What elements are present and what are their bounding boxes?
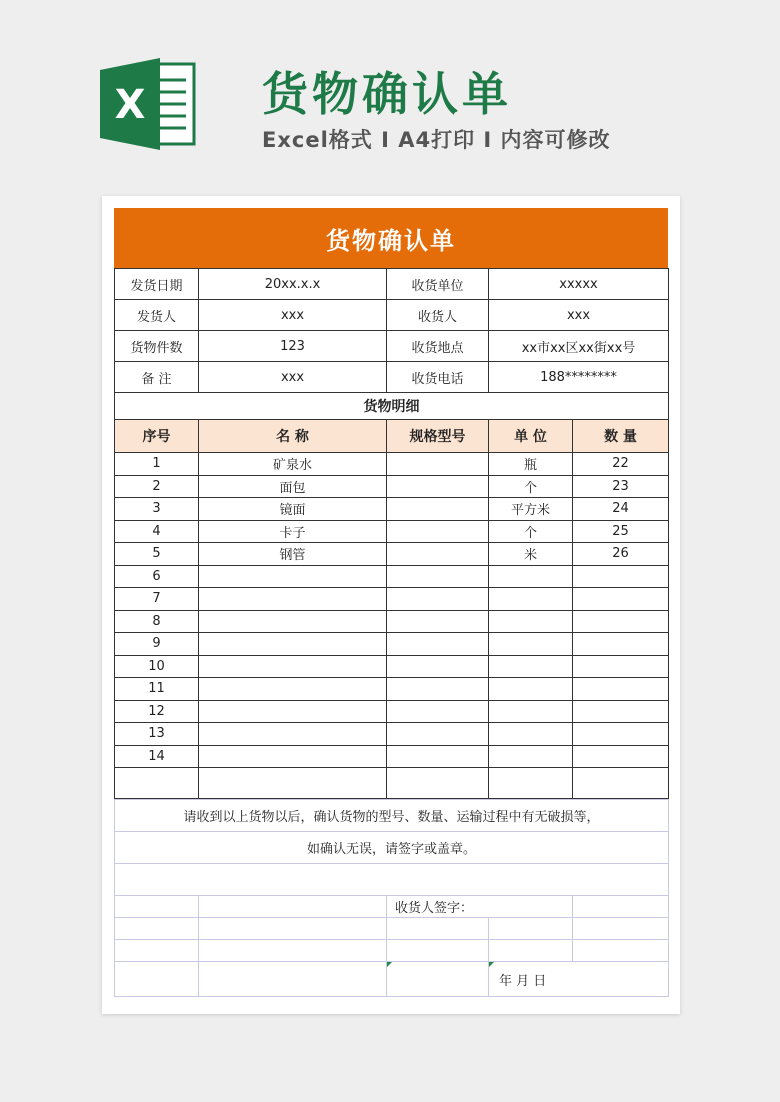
cell-no: 8: [115, 610, 199, 633]
cell-name[interactable]: 钢管: [199, 543, 387, 566]
info-value[interactable]: 20xx.x.x: [199, 269, 387, 300]
cell-name[interactable]: [199, 768, 387, 799]
cell-spec[interactable]: [387, 633, 489, 656]
column-header-spec: 规格型号: [387, 420, 489, 453]
cell-no: 12: [115, 700, 199, 723]
blank-cell: [199, 962, 387, 997]
table-row: [115, 453, 669, 476]
info-label: 货物件数: [115, 331, 199, 362]
cell-unit[interactable]: [489, 700, 573, 723]
info-label: 收货人: [387, 300, 489, 331]
table-row: [115, 700, 669, 723]
info-table: [114, 268, 669, 799]
cell-unit[interactable]: 米: [489, 543, 573, 566]
cell-name[interactable]: [199, 565, 387, 588]
cell-spec[interactable]: [387, 453, 489, 476]
column-header-qty: 数 量: [573, 420, 669, 453]
cell-spec[interactable]: [387, 475, 489, 498]
table-row: [115, 565, 669, 588]
cell-qty[interactable]: [573, 745, 669, 768]
info-label: 发货人: [115, 300, 199, 331]
cell-unit[interactable]: [489, 565, 573, 588]
footer-table: [114, 799, 669, 997]
cell-spec[interactable]: [387, 723, 489, 746]
column-header-no: 序号: [115, 420, 199, 453]
cell-qty[interactable]: [573, 610, 669, 633]
blank-cell: [115, 918, 199, 940]
cell-spec[interactable]: [387, 520, 489, 543]
info-row: [115, 362, 669, 393]
blank-cell: [573, 918, 669, 940]
blank-cell: [115, 940, 199, 962]
detail-title: 货物明细: [115, 393, 669, 420]
cell-spec[interactable]: [387, 588, 489, 611]
table-row: [115, 520, 669, 543]
blank-cell: [573, 940, 669, 962]
info-label: 发货日期: [115, 269, 199, 300]
info-value[interactable]: xxx: [489, 300, 669, 331]
info-row: [115, 331, 669, 362]
logo-letter: X: [114, 82, 146, 128]
cell-unit[interactable]: [489, 678, 573, 701]
table-row: [115, 768, 669, 799]
info-label: 收货电话: [387, 362, 489, 393]
cell-no: 3: [115, 498, 199, 521]
blank-cell: [199, 918, 387, 940]
cell-name[interactable]: [199, 610, 387, 633]
cell-name[interactable]: 镜面: [199, 498, 387, 521]
signature-label: 收货人签字：: [387, 896, 573, 918]
blank-cell: [199, 940, 387, 962]
table-row: [115, 678, 669, 701]
cell-name[interactable]: [199, 655, 387, 678]
cell-unit[interactable]: [489, 655, 573, 678]
table-row: [115, 633, 669, 656]
info-value[interactable]: 188********: [489, 362, 669, 393]
table-row: [115, 610, 669, 633]
cell-unit[interactable]: [489, 768, 573, 799]
info-label: 收货单位: [387, 269, 489, 300]
cell-name[interactable]: [199, 588, 387, 611]
cell-unit[interactable]: 平方米: [489, 498, 573, 521]
signature-field[interactable]: [387, 918, 489, 940]
cell-qty[interactable]: 23: [573, 475, 669, 498]
cell-spec[interactable]: [387, 655, 489, 678]
confirmation-sheet: [114, 208, 668, 997]
table-row: [115, 498, 669, 521]
table-row: [115, 745, 669, 768]
cell-unit[interactable]: [489, 588, 573, 611]
blank-cell: [387, 962, 489, 997]
table-row: [115, 723, 669, 746]
blank-cell: [387, 940, 489, 962]
info-row: [115, 269, 669, 300]
cell-qty[interactable]: 22: [573, 453, 669, 476]
cell-name[interactable]: [199, 633, 387, 656]
blank-cell: [199, 896, 387, 918]
cell-name[interactable]: [199, 700, 387, 723]
blank-row: [115, 864, 669, 896]
cell-spec[interactable]: [387, 768, 489, 799]
cell-qty[interactable]: 26: [573, 543, 669, 566]
info-row: [115, 300, 669, 331]
cell-no: 13: [115, 723, 199, 746]
sheet-banner: 货物确认单: [114, 208, 668, 268]
info-value[interactable]: xxx: [199, 300, 387, 331]
blank-cell: [115, 962, 199, 997]
blank-cell: [489, 918, 573, 940]
column-header-unit: 单 位: [489, 420, 573, 453]
cell-no: 5: [115, 543, 199, 566]
cell-spec[interactable]: [387, 565, 489, 588]
excel-logo-icon: [100, 58, 198, 150]
page-title: 货物确认单: [262, 67, 512, 121]
cell-no[interactable]: [115, 768, 199, 799]
table-row: [115, 655, 669, 678]
info-value[interactable]: xxx: [199, 362, 387, 393]
table-row: [115, 543, 669, 566]
cell-spec[interactable]: [387, 543, 489, 566]
page-subtitle: Excel格式 I A4打印 I 内容可修改: [262, 128, 611, 152]
cell-unit[interactable]: [489, 745, 573, 768]
cell-no: 2: [115, 475, 199, 498]
cell-qty[interactable]: [573, 723, 669, 746]
cell-no: 9: [115, 633, 199, 656]
cell-unit[interactable]: [489, 723, 573, 746]
blank-cell: [115, 896, 199, 918]
cell-name[interactable]: 矿泉水: [199, 453, 387, 476]
cell-qty[interactable]: [573, 565, 669, 588]
column-header-name: 名 称: [199, 420, 387, 453]
cell-no: 1: [115, 453, 199, 476]
cell-spec[interactable]: [387, 678, 489, 701]
cell-spec[interactable]: [387, 610, 489, 633]
cell-no: 4: [115, 520, 199, 543]
cell-name[interactable]: [199, 723, 387, 746]
cell-spec[interactable]: [387, 498, 489, 521]
table-row: [115, 588, 669, 611]
cell-qty[interactable]: [573, 655, 669, 678]
cell-name[interactable]: [199, 678, 387, 701]
cell-qty[interactable]: 24: [573, 498, 669, 521]
cell-unit[interactable]: [489, 633, 573, 656]
info-label: 备 注: [115, 362, 199, 393]
cell-no: 14: [115, 745, 199, 768]
cell-spec[interactable]: [387, 745, 489, 768]
blank-cell: [489, 940, 573, 962]
info-label: 收货地点: [387, 331, 489, 362]
blank-cell: [573, 896, 669, 918]
cell-unit[interactable]: 个: [489, 475, 573, 498]
cell-qty[interactable]: 25: [573, 520, 669, 543]
cell-no: 6: [115, 565, 199, 588]
cell-qty[interactable]: [573, 700, 669, 723]
cell-name[interactable]: 面包: [199, 475, 387, 498]
note-line-2: 如确认无误，请签字或盖章。: [115, 832, 669, 864]
info-value[interactable]: xx市xx区xx街xx号: [489, 331, 669, 362]
cell-spec[interactable]: [387, 700, 489, 723]
document-paper: [102, 196, 680, 1014]
cell-unit[interactable]: [489, 610, 573, 633]
cell-no: 7: [115, 588, 199, 611]
info-value[interactable]: xxxxx: [489, 269, 669, 300]
cell-name[interactable]: 卡子: [199, 520, 387, 543]
cell-no: 11: [115, 678, 199, 701]
cell-no: 10: [115, 655, 199, 678]
cell-name[interactable]: [199, 745, 387, 768]
info-value[interactable]: 123: [199, 331, 387, 362]
table-row: [115, 475, 669, 498]
note-line-1: 请收到以上货物以后，确认货物的型号、数量、运输过程中有无破损等，: [115, 800, 669, 832]
cell-unit[interactable]: 瓶: [489, 453, 573, 476]
cell-unit[interactable]: 个: [489, 520, 573, 543]
cell-qty[interactable]: [573, 678, 669, 701]
date-label: 年 月 日: [489, 962, 669, 997]
cell-qty[interactable]: [573, 588, 669, 611]
cell-qty[interactable]: [573, 633, 669, 656]
cell-qty[interactable]: [573, 768, 669, 799]
